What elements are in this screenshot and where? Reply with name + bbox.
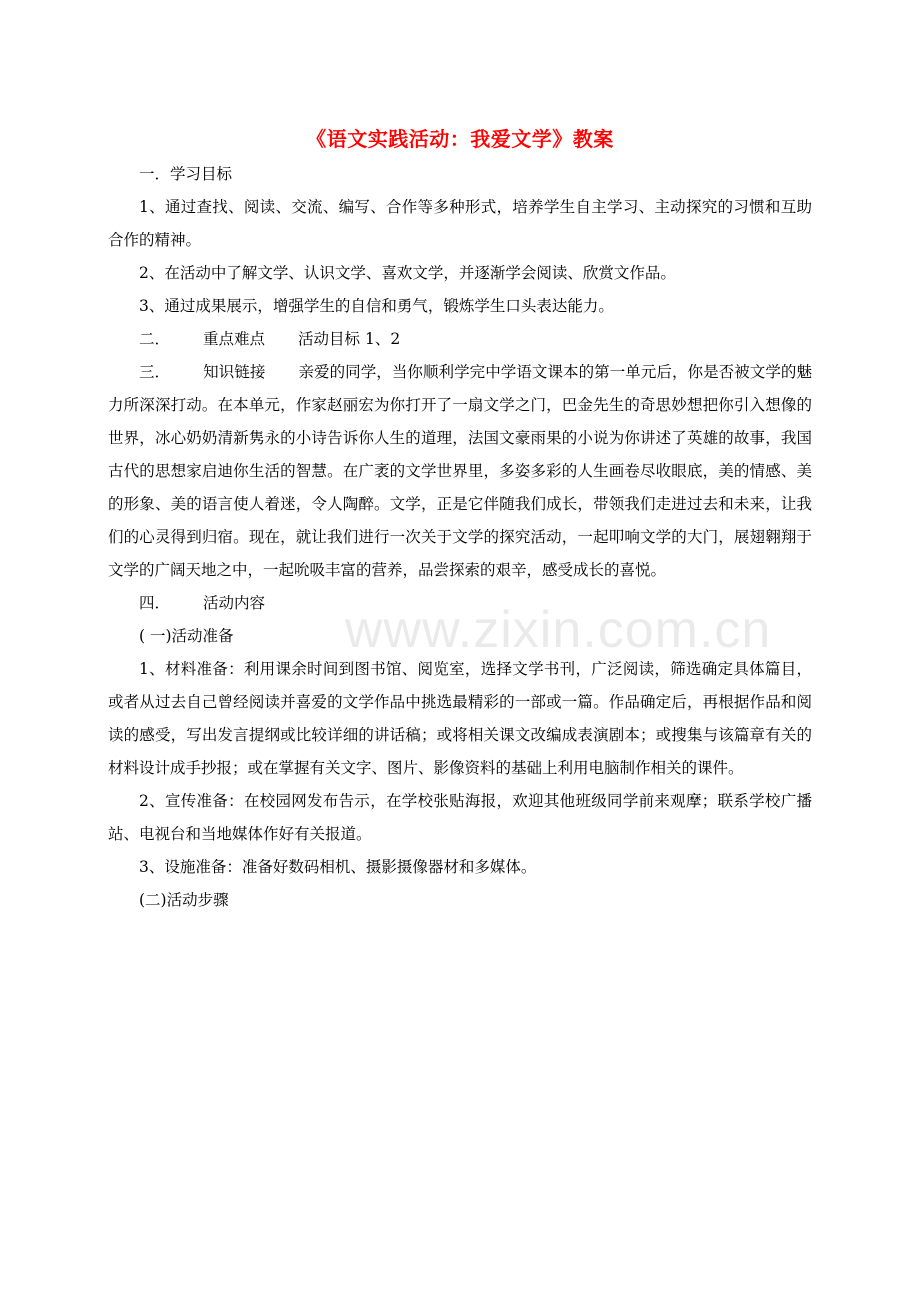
- section-heading-key-points: 重点难点: [203, 330, 266, 348]
- document-body: [108, 158, 812, 917]
- section-number: 二．: [139, 330, 171, 348]
- key-points-text: 活动目标 1、2: [298, 330, 401, 348]
- subsection-heading-steps: (二)活动步骤: [139, 891, 229, 909]
- knowledge-link-text: 亲爱的同学，当你顺利学完中学语文课本的第一单元后，你是否被文学的魅力所深深打动。在本单元，作家赵丽宏为你打开了一扇文学之门，巴金先生的奇思妙想把你引入想像的世界，冰心奶奶清新隽永的小诗告诉你人生的道理，法国文豪雨果的小说为你讲述了英雄的故事，我国古代的思想家启迪你生活的智慧。在广袤的文学世界里，多姿多彩的人生画卷尽收眼底，美的情感、美的形象、美的语言使人着迷，令人陶醉。文学，正是它伴随我们成长，带领我们走进过去和未来，让我们的心灵得到归宿。现在，就让我们进行一次关于文学的探究活动，一起叩响文学的大门，展翅翱翔于文学的广阔天地之中，一起吮吸丰富的营养，品尝探索的艰辛，感受成长的喜悦。: [108, 363, 812, 579]
- watermark: www.zixin.com.cn: [345, 601, 772, 659]
- document-title: 《语文实践活动：我爱文学》教案: [306, 127, 614, 151]
- preparation-item-3: 3、设施准备：准备好数码相机、摄影摄像器材和多媒体。: [139, 858, 537, 876]
- section-heading-knowledge-link: 知识链接: [203, 363, 266, 381]
- section-number: 三．: [139, 363, 171, 381]
- section-key-points: [108, 323, 812, 356]
- section-heading-objectives: 一．学习目标: [139, 165, 233, 183]
- objective-item-1: 1、通过查找、阅读、交流、编写、合作等多种形式，培养学生自主学习、主动探究的习惯和互助合作的精神。: [108, 198, 812, 249]
- preparation-item-2: 2、宣传准备：在校园网发布告示，在学校张贴海报，欢迎其他班级同学前来观摩；联系学校广播站、电视台和当地媒体作好有关报道。: [108, 792, 812, 843]
- preparation-item-1: 1、材料准备：利用课余时间到图书馆、阅览室，选择文学书刊，广泛阅读，筛选确定具体篇目，或者从过去自己曾经阅读并喜爱的文学作品中挑选最精彩的一部或一篇。作品确定后，再根据作品和阅读的感受，写出发言提纲或比较详细的讲话稿；或将相关课文改编成表演剧本；或搜集与该篇章有关的材料设计成手抄报；或在掌握有关文字、图片、影像资料的基础上利用电脑制作相关的课件。: [108, 660, 812, 777]
- objective-item-2: 2、在活动中了解文学、认识文学、喜欢文学，并逐渐学会阅读、欣赏文作品。: [139, 264, 676, 282]
- objective-item-3: 3、通过成果展示，增强学生的自信和勇气，锻炼学生口头表达能力。: [139, 297, 614, 315]
- section-knowledge-link: [108, 356, 812, 587]
- subsection-heading-preparation: ( 一)活动准备: [139, 627, 234, 645]
- section-heading-activity-content: 活动内容: [203, 594, 266, 612]
- section-number: 四．: [139, 594, 171, 612]
- section-activity-content: [108, 587, 812, 620]
